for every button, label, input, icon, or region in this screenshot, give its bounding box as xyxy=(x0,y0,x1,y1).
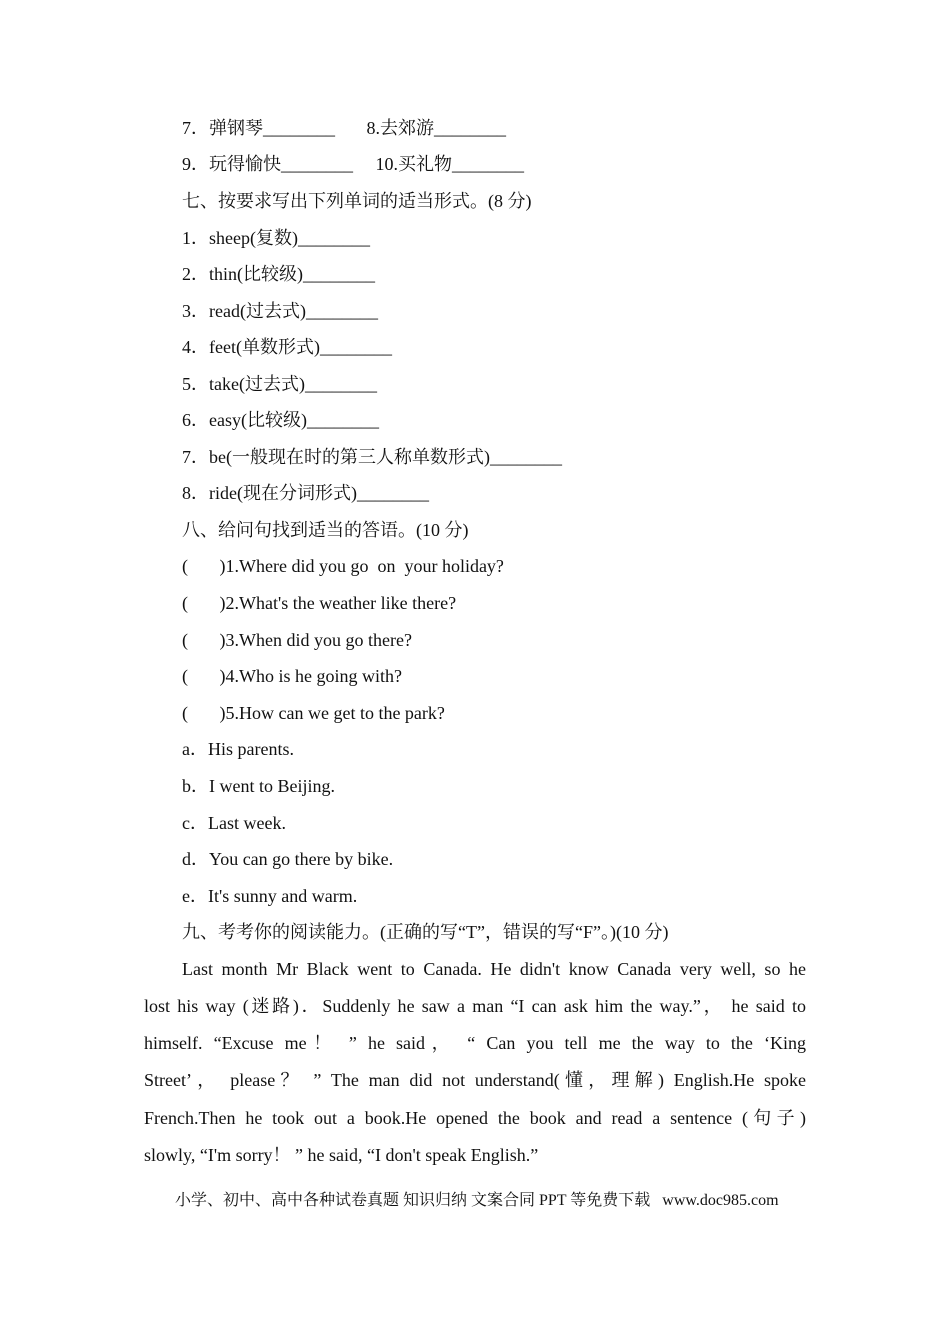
section8-answer: e．It's sunny and warm. xyxy=(182,886,358,906)
section6-item-9-10: 9．玩得愉快________ 10.买礼物________ xyxy=(182,154,524,174)
section8-answer: b．I went to Beijing. xyxy=(182,776,335,796)
section9-title: 九、考考你的阅读能力。(正确的写“T”，错误的写“F”。)(10 分) xyxy=(182,922,669,942)
section8-question: ( )2.What's the weather like there? xyxy=(182,593,457,613)
section8-question: ( )5.How can we get to the park? xyxy=(182,703,445,723)
section8-question: ( )1.Where did you go on your holiday? xyxy=(182,556,504,576)
reading-paragraph-line: French.Then he took out a book.He opened the book and read a sentence (句子) xyxy=(144,1108,806,1128)
page-footer: 小学、初中、高中各种试卷真题 知识归纳 文案合同 PPT 等免费下载 www.doc985.com xyxy=(175,1192,779,1209)
section7-item: 4．feet(单数形式)________ xyxy=(182,337,392,357)
section7-item: 8．ride(现在分词形式)________ xyxy=(182,483,429,503)
section8-question: ( )3.When did you go there? xyxy=(182,630,412,650)
section7-title: 七、按要求写出下列单词的适当形式。(8 分) xyxy=(182,191,532,211)
section8-question: ( )4.Who is he going with? xyxy=(182,666,402,686)
section8-answer: d．You can go there by bike. xyxy=(182,849,394,869)
reading-paragraph-line: himself. “Excuse me！ ” he said， “ Can you tell me the way to the ‘King xyxy=(144,1033,806,1053)
section8-answer: a．His parents. xyxy=(182,739,294,759)
reading-paragraph-line: lost his way (迷路)．Suddenly he saw a man “I can ask him the way.”， he said to xyxy=(144,996,806,1016)
section7-item: 1．sheep(复数)________ xyxy=(182,228,370,248)
reading-paragraph-line: Last month Mr Black went to Canada. He didn't know Canada very well, so he xyxy=(182,959,806,979)
section7-item: 5．take(过去式)________ xyxy=(182,374,377,394)
reading-paragraph-line: slowly, “I'm sorry！ ” he said, “I don't speak English.” xyxy=(144,1145,539,1165)
section8-title: 八、给问句找到适当的答语。(10 分) xyxy=(182,520,469,540)
section7-item: 7．be(一般现在时的第三人称单数形式)________ xyxy=(182,447,562,467)
section7-item: 2．thin(比较级)________ xyxy=(182,264,375,284)
section8-answer: c．Last week. xyxy=(182,813,286,833)
section6-item-7-8: 7．弹钢琴________ 8.去郊游________ xyxy=(182,118,506,138)
section7-item: 6．easy(比较级)________ xyxy=(182,410,379,430)
reading-paragraph-line: Street’， please？ ” The man did not understand(懂，理解) English.He spoke xyxy=(144,1070,806,1090)
section7-item: 3．read(过去式)________ xyxy=(182,301,378,321)
